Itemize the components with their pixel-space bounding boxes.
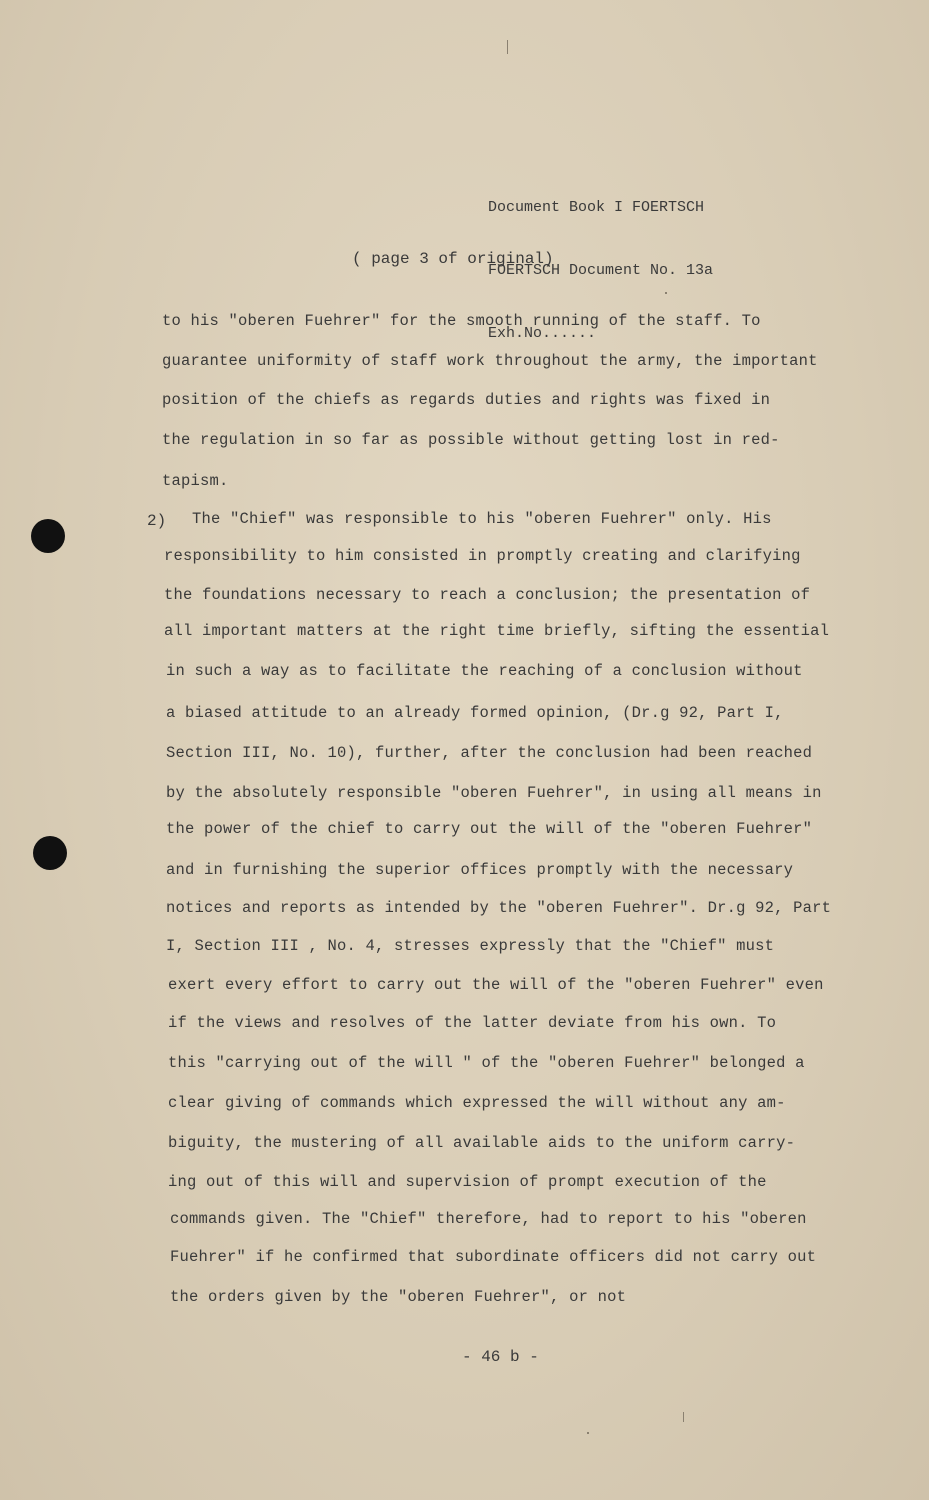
punch-hole-top bbox=[31, 519, 65, 553]
header-line-2: FOERTSCH Document No. 13a bbox=[488, 262, 714, 279]
paper-mark bbox=[683, 1412, 684, 1422]
page-reference: ( page 3 of original) bbox=[352, 250, 554, 268]
text-line: tapism. bbox=[162, 472, 229, 490]
text-line: biguity, the mustering of all available aids to the uniform carry- bbox=[168, 1134, 796, 1152]
text-line: guarantee uniformity of staff work throughout the army, the important bbox=[162, 352, 818, 370]
header-line-3: Exh.No...... bbox=[488, 325, 597, 342]
text-line: Section III, No. 10), further, after the conclusion had been reached bbox=[166, 744, 813, 762]
text-line: position of the chiefs as regards duties and rights was fixed in bbox=[162, 391, 771, 409]
text-line: ing out of this will and supervision of prompt execution of the bbox=[168, 1173, 767, 1191]
text-line: notices and reports as intended by the "oberen Fuehrer". Dr.g 92, Part bbox=[166, 899, 832, 917]
text-line: this "carrying out of the will " of the "oberen Fuehrer" belonged a bbox=[168, 1054, 805, 1072]
text-line: a biased attitude to an already formed opinion, (Dr.g 92, Part I, bbox=[166, 704, 784, 722]
text-line: I, Section III , No. 4, stresses expressly that the "Chief" must bbox=[166, 937, 775, 955]
paper-mark bbox=[587, 1432, 589, 1434]
item-number: 2) bbox=[147, 512, 167, 530]
text-line: to his "oberen Fuehrer" for the smooth running of the staff. To bbox=[162, 312, 761, 330]
punch-hole-bottom bbox=[33, 836, 67, 870]
text-line: by the absolutely responsible "oberen Fuehrer", in using all means in bbox=[166, 784, 822, 802]
text-line: the regulation in so far as possible without getting lost in red- bbox=[162, 431, 780, 449]
text-line: the power of the chief to carry out the will of the "oberen Fuehrer" bbox=[166, 820, 813, 838]
page-number: - 46 b - bbox=[462, 1348, 539, 1366]
text-line: the foundations necessary to reach a conclusion; the presentation of bbox=[164, 586, 811, 604]
text-line: commands given. The "Chief" therefore, had to report to his "oberen bbox=[170, 1210, 807, 1228]
header-line-1: Document Book I FOERTSCH bbox=[488, 199, 705, 216]
text-line: Fuehrer" if he confirmed that subordinate officers did not carry out bbox=[170, 1248, 817, 1266]
text-line: and in furnishing the superior offices promptly with the necessary bbox=[166, 861, 794, 879]
text-line: in such a way as to facilitate the reaching of a conclusion without bbox=[166, 662, 803, 680]
text-line: The "Chief" was responsible to his "oberen Fuehrer" only. His bbox=[192, 510, 772, 528]
text-line: the orders given by the "oberen Fuehrer", or not bbox=[170, 1288, 627, 1306]
text-line: if the views and resolves of the latter deviate from his own. To bbox=[168, 1014, 777, 1032]
text-line: responsibility to him consisted in promptly creating and clarifying bbox=[164, 547, 801, 565]
text-line: all important matters at the right time briefly, sifting the essential bbox=[164, 622, 830, 640]
text-line: exert every effort to carry out the will of the "oberen Fuehrer" even bbox=[168, 976, 824, 994]
paper-mark bbox=[507, 40, 508, 54]
text-line: clear giving of commands which expressed the will without any am- bbox=[168, 1094, 786, 1112]
